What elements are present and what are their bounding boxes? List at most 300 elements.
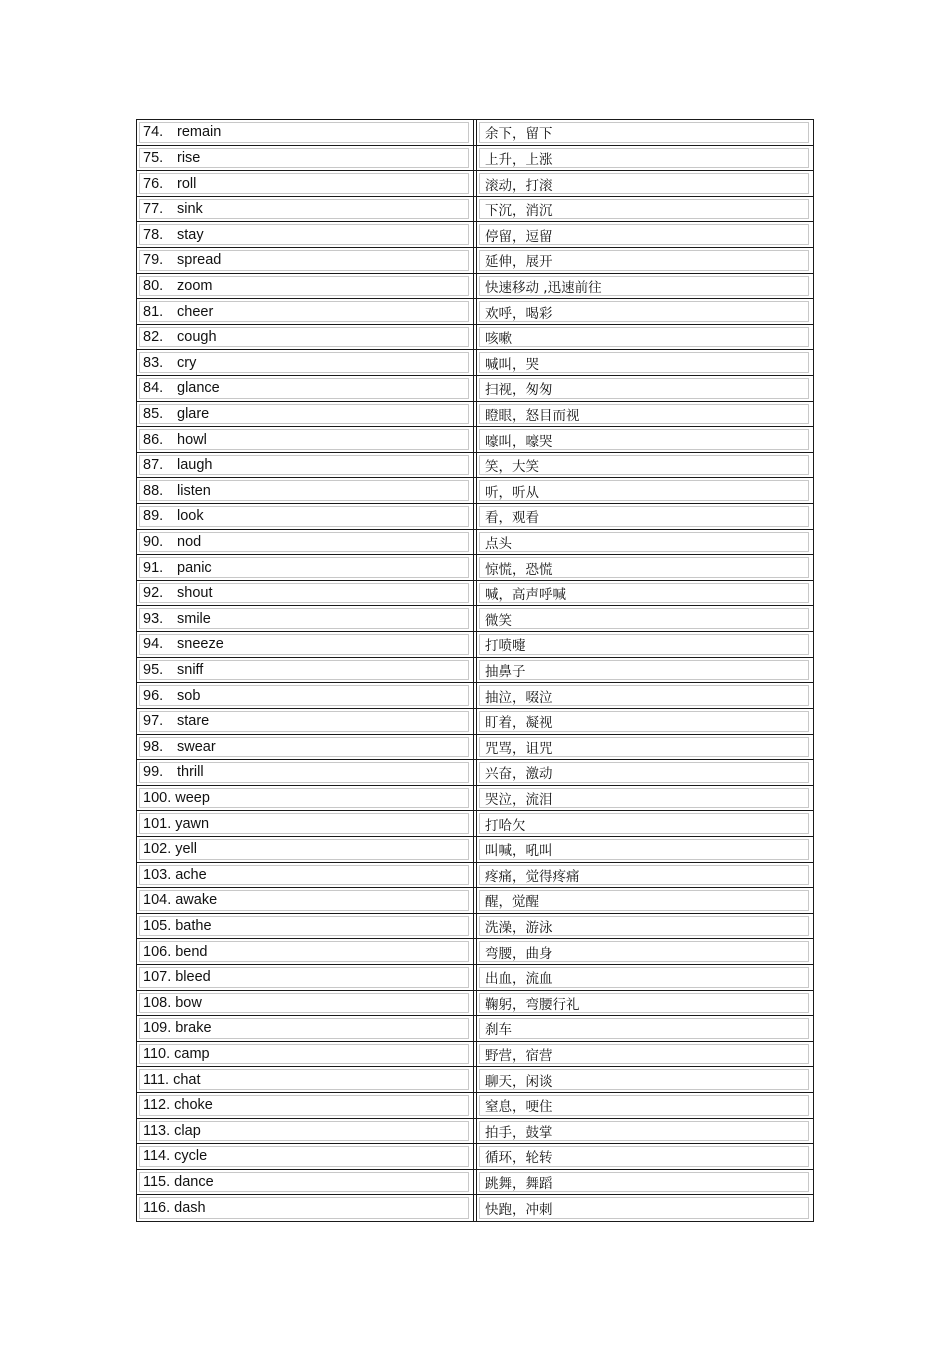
column-divider [476, 146, 477, 171]
chinese-meaning: 拍手，鼓掌 [485, 1124, 553, 1141]
english-word: sniff [177, 661, 204, 678]
english-word-cell [143, 709, 469, 734]
chinese-meaning: 滚动，打滚 [485, 177, 553, 194]
column-divider [476, 504, 477, 529]
english-word-cell [143, 1119, 469, 1144]
table-row [137, 786, 813, 812]
english-word: spread [177, 252, 222, 269]
column-divider [476, 1170, 477, 1195]
table-row [137, 581, 813, 607]
english-word-cell [143, 735, 469, 760]
chinese-meaning: 醒，觉醒 [485, 894, 539, 911]
english-word: rise [177, 149, 201, 166]
column-divider [476, 299, 477, 324]
column-divider [476, 1067, 477, 1092]
table-row [137, 1067, 813, 1093]
english-word-cell [143, 863, 469, 888]
column-divider [473, 888, 474, 913]
column-divider [476, 325, 477, 350]
column-divider [476, 735, 477, 760]
column-divider [473, 735, 474, 760]
english-word-cell [143, 1170, 469, 1195]
column-divider [476, 683, 477, 708]
column-divider [476, 632, 477, 657]
item-number: 82. [143, 329, 164, 346]
column-divider [473, 120, 474, 145]
english-word: cough [177, 329, 217, 346]
table-row [137, 222, 813, 248]
chinese-meaning: 叫喊，吼叫 [485, 843, 553, 860]
item-number: 97. [143, 713, 164, 730]
table-row [137, 658, 813, 684]
column-divider [476, 1195, 477, 1221]
chinese-meaning: 停留，逗留 [485, 228, 553, 245]
chinese-meaning: 喊叫，哭 [485, 356, 539, 373]
item-number: 103. [143, 866, 172, 883]
column-divider [473, 1067, 474, 1092]
column-divider [473, 478, 474, 503]
column-divider [476, 197, 477, 222]
column-divider [476, 248, 477, 273]
chinese-meaning: 下沉，消沉 [485, 203, 553, 220]
item-number: 92. [143, 585, 164, 602]
table-row [137, 1170, 813, 1196]
column-divider [473, 325, 474, 350]
column-divider [476, 453, 477, 478]
chinese-meaning: 微笑 [485, 612, 512, 629]
chinese-meaning: 咳嗽 [485, 331, 512, 348]
english-word: yell [175, 841, 197, 858]
column-divider [476, 222, 477, 247]
table-row [137, 146, 813, 172]
column-divider [473, 171, 474, 196]
column-divider [473, 1016, 474, 1041]
column-divider [473, 991, 474, 1016]
item-number: 112. [143, 1097, 171, 1114]
item-number: 106. [143, 943, 172, 960]
item-number: 85. [143, 405, 164, 422]
english-word-cell [143, 427, 469, 452]
table-row [137, 555, 813, 581]
english-word: swear [177, 738, 216, 755]
english-word: smile [177, 610, 211, 627]
column-divider [476, 1144, 477, 1169]
column-divider [476, 939, 477, 964]
item-number: 108. [143, 994, 172, 1011]
chinese-meaning: 洗澡，游泳 [485, 920, 553, 937]
english-word: look [177, 508, 204, 525]
english-word: panic [177, 559, 212, 576]
column-divider [473, 530, 474, 555]
english-word-cell [143, 888, 469, 913]
english-word-cell [143, 478, 469, 503]
table-row [137, 991, 813, 1017]
table-row [137, 683, 813, 709]
english-word-cell [143, 786, 469, 811]
item-number: 101. [143, 815, 172, 832]
item-number: 77. [143, 201, 164, 218]
column-divider [476, 350, 477, 375]
english-word: choke [174, 1097, 213, 1114]
column-divider [476, 1016, 477, 1041]
chinese-meaning: 快速移动 ,迅速前往 [485, 279, 602, 296]
chinese-meaning: 打哈欠 [485, 817, 526, 834]
column-divider [476, 581, 477, 606]
english-word: dash [174, 1200, 206, 1217]
english-word: stare [177, 713, 210, 730]
chinese-meaning: 咒骂，诅咒 [485, 740, 553, 757]
table-row [137, 863, 813, 889]
column-divider [476, 478, 477, 503]
english-word-cell [143, 299, 469, 324]
column-divider [473, 760, 474, 785]
english-word: yawn [175, 815, 210, 832]
column-divider [476, 888, 477, 913]
item-number: 84. [143, 380, 164, 397]
column-divider [476, 863, 477, 888]
column-divider [476, 786, 477, 811]
chinese-meaning: 扫视，匆匆 [485, 382, 553, 399]
column-divider [473, 222, 474, 247]
column-divider [476, 837, 477, 862]
item-number: 113. [143, 1122, 171, 1139]
chinese-meaning: 循环，轮转 [485, 1150, 553, 1167]
table-row [137, 1093, 813, 1119]
item-number: 96. [143, 687, 164, 704]
english-word-cell [143, 222, 469, 247]
english-word-cell [143, 1016, 469, 1041]
item-number: 95. [143, 661, 164, 678]
table-row [137, 402, 813, 428]
chinese-meaning: 窒息，哽住 [485, 1099, 553, 1116]
item-number: 76. [143, 175, 164, 192]
english-word: sneeze [177, 636, 224, 653]
english-word: cheer [177, 303, 214, 320]
column-divider [476, 914, 477, 939]
table-row [137, 325, 813, 351]
column-divider [473, 658, 474, 683]
table-row [137, 1042, 813, 1068]
item-number: 74. [143, 124, 164, 141]
english-word-cell [143, 325, 469, 350]
column-divider [476, 1093, 477, 1118]
english-word: glance [177, 380, 220, 397]
english-word-cell [143, 376, 469, 401]
chinese-meaning: 抽鼻子 [485, 663, 526, 680]
english-word-cell [143, 683, 469, 708]
item-number: 86. [143, 431, 164, 448]
english-word-cell [143, 504, 469, 529]
table-row [137, 171, 813, 197]
english-word-cell [143, 811, 469, 836]
table-row [137, 197, 813, 223]
chinese-meaning: 瞪眼，怒目而视 [485, 407, 580, 424]
column-divider [473, 1170, 474, 1195]
item-number: 80. [143, 277, 164, 294]
english-word-cell [143, 120, 469, 145]
column-divider [473, 837, 474, 862]
table-row [137, 453, 813, 479]
table-row [137, 376, 813, 402]
english-word: shout [177, 585, 213, 602]
item-number: 104. [143, 892, 172, 909]
column-divider [473, 632, 474, 657]
english-word-cell [143, 914, 469, 939]
column-divider [473, 402, 474, 427]
chinese-meaning: 点头 [485, 535, 512, 552]
english-word: zoom [177, 277, 213, 294]
item-number: 110. [143, 1046, 171, 1063]
column-divider [476, 402, 477, 427]
english-word: chat [173, 1071, 201, 1088]
table-row [137, 530, 813, 556]
english-word-cell [143, 1144, 469, 1169]
english-word: thrill [177, 764, 204, 781]
item-number: 111. [143, 1071, 170, 1088]
chinese-meaning: 上升，上涨 [485, 151, 553, 168]
table-row [137, 1016, 813, 1042]
column-divider [476, 606, 477, 631]
item-number: 105. [143, 918, 172, 935]
column-divider [476, 555, 477, 580]
column-divider [473, 376, 474, 401]
item-number: 102. [143, 841, 172, 858]
table-row [137, 478, 813, 504]
english-word-cell [143, 453, 469, 478]
item-number: 75. [143, 149, 164, 166]
chinese-meaning: 听，听从 [485, 484, 539, 501]
column-divider [473, 786, 474, 811]
item-number: 107. [143, 969, 172, 986]
item-number: 90. [143, 533, 164, 550]
column-divider [473, 863, 474, 888]
table-row [137, 632, 813, 658]
item-number: 88. [143, 482, 164, 499]
english-word-cell [143, 197, 469, 222]
column-divider [473, 709, 474, 734]
english-word-cell [143, 274, 469, 299]
english-word-cell [143, 581, 469, 606]
english-word: camp [174, 1046, 210, 1063]
item-number: 115. [143, 1174, 171, 1191]
column-divider [473, 453, 474, 478]
item-number: 114. [143, 1148, 171, 1165]
column-divider [476, 811, 477, 836]
english-word: bathe [175, 918, 212, 935]
item-number: 94. [143, 636, 164, 653]
table-row [137, 735, 813, 761]
english-word-cell [143, 606, 469, 631]
item-number: 83. [143, 354, 164, 371]
column-divider [473, 146, 474, 171]
english-word: sob [177, 687, 201, 704]
table-row [137, 811, 813, 837]
column-divider [476, 376, 477, 401]
english-word-cell [143, 146, 469, 171]
column-divider [473, 1093, 474, 1118]
item-number: 98. [143, 738, 164, 755]
english-word: glare [177, 405, 210, 422]
english-word-cell [143, 1067, 469, 1092]
item-number: 87. [143, 457, 164, 474]
chinese-meaning: 兴奋，激动 [485, 766, 553, 783]
chinese-meaning: 聊天，闲谈 [485, 1073, 553, 1090]
english-word: remain [177, 124, 222, 141]
english-word: bleed [175, 969, 211, 986]
english-word-cell [143, 1093, 469, 1118]
table-row [137, 427, 813, 453]
english-word-cell [143, 171, 469, 196]
item-number: 79. [143, 252, 164, 269]
chinese-meaning: 喊，高声呼喊 [485, 587, 566, 604]
english-word-cell [143, 530, 469, 555]
english-word: roll [177, 175, 197, 192]
english-word-cell [143, 1042, 469, 1067]
table-row [137, 709, 813, 735]
english-word: sink [177, 201, 203, 218]
english-word: cycle [174, 1148, 208, 1165]
english-word: bow [175, 994, 202, 1011]
english-word-cell [143, 939, 469, 964]
english-word-cell [143, 402, 469, 427]
table-row [137, 274, 813, 300]
column-divider [473, 965, 474, 990]
column-divider [476, 658, 477, 683]
english-word: ache [175, 866, 207, 883]
item-number: 109. [143, 1020, 172, 1037]
column-divider [476, 1042, 477, 1067]
item-number: 91. [143, 559, 164, 576]
table-row [137, 914, 813, 940]
chinese-meaning: 盯着，凝视 [485, 715, 553, 732]
column-divider [473, 299, 474, 324]
table-row [137, 248, 813, 274]
column-divider [476, 274, 477, 299]
table-row [137, 606, 813, 632]
column-divider [473, 939, 474, 964]
table-row [137, 299, 813, 325]
column-divider [476, 171, 477, 196]
chinese-meaning: 余下，留下 [485, 126, 553, 143]
chinese-meaning: 嚎叫，嚎哭 [485, 433, 553, 450]
column-divider [473, 248, 474, 273]
chinese-meaning: 跳舞，舞蹈 [485, 1176, 553, 1193]
column-divider [473, 427, 474, 452]
table-row [137, 350, 813, 376]
english-word-cell [143, 555, 469, 580]
english-word: clap [174, 1122, 201, 1139]
english-word: awake [175, 892, 218, 909]
table-row [137, 965, 813, 991]
chinese-meaning: 延伸，展开 [485, 254, 553, 271]
chinese-meaning: 哭泣，流泪 [485, 792, 553, 809]
english-word: weep [175, 790, 210, 807]
english-word: howl [177, 431, 207, 448]
chinese-meaning: 看，观看 [485, 510, 539, 527]
english-word: brake [175, 1020, 212, 1037]
english-word-cell [143, 658, 469, 683]
item-number: 100. [143, 790, 172, 807]
column-divider [473, 197, 474, 222]
item-number: 116. [143, 1200, 171, 1217]
column-divider [476, 991, 477, 1016]
table-row [137, 120, 813, 146]
item-number: 89. [143, 508, 164, 525]
table-row [137, 1144, 813, 1170]
chinese-meaning: 出血，流血 [485, 971, 553, 988]
item-number: 78. [143, 226, 164, 243]
column-divider [476, 1119, 477, 1144]
english-word: stay [177, 226, 204, 243]
column-divider [473, 1195, 474, 1221]
chinese-meaning: 弯腰，曲身 [485, 945, 553, 962]
vocabulary-table [136, 119, 814, 1222]
chinese-meaning: 野营，宿营 [485, 1048, 553, 1065]
english-word-cell [143, 350, 469, 375]
table-row [137, 1119, 813, 1145]
english-word-cell [143, 991, 469, 1016]
item-number: 93. [143, 610, 164, 627]
english-word-cell [143, 632, 469, 657]
column-divider [476, 530, 477, 555]
column-divider [473, 606, 474, 631]
english-word: nod [177, 533, 202, 550]
column-divider [476, 120, 477, 145]
chinese-meaning: 疼痛，觉得疼痛 [485, 868, 580, 885]
column-divider [476, 965, 477, 990]
column-divider [473, 1144, 474, 1169]
column-divider [473, 555, 474, 580]
item-number: 81. [143, 303, 164, 320]
column-divider [476, 760, 477, 785]
column-divider [476, 427, 477, 452]
chinese-meaning: 惊慌，恐慌 [485, 561, 553, 578]
column-divider [476, 709, 477, 734]
english-word: dance [174, 1174, 214, 1191]
column-divider [473, 1119, 474, 1144]
chinese-meaning: 快跑，冲刺 [485, 1202, 553, 1219]
chinese-meaning: 抽泣，啜泣 [485, 689, 553, 706]
table-row [137, 939, 813, 965]
english-word-cell [143, 248, 469, 273]
table-row [137, 760, 813, 786]
english-word-cell [143, 1195, 469, 1221]
column-divider [473, 350, 474, 375]
chinese-meaning: 笑，大笑 [485, 459, 539, 476]
column-divider [473, 683, 474, 708]
english-word: bend [175, 943, 208, 960]
column-divider [473, 581, 474, 606]
english-word: listen [177, 482, 211, 499]
table-row [137, 837, 813, 863]
column-divider [473, 914, 474, 939]
table-row [137, 504, 813, 530]
chinese-meaning: 打喷嚏 [485, 638, 526, 655]
chinese-meaning: 鞠躬，弯腰行礼 [485, 996, 580, 1013]
column-divider [473, 1042, 474, 1067]
column-divider [473, 274, 474, 299]
column-divider [473, 504, 474, 529]
english-word: cry [177, 354, 197, 371]
item-number: 99. [143, 764, 164, 781]
chinese-meaning: 刹车 [485, 1022, 512, 1039]
english-word-cell [143, 837, 469, 862]
english-word-cell [143, 760, 469, 785]
chinese-meaning: 欢呼，喝彩 [485, 305, 553, 322]
table-row [137, 888, 813, 914]
table-row [137, 1195, 813, 1221]
english-word: laugh [177, 457, 213, 474]
